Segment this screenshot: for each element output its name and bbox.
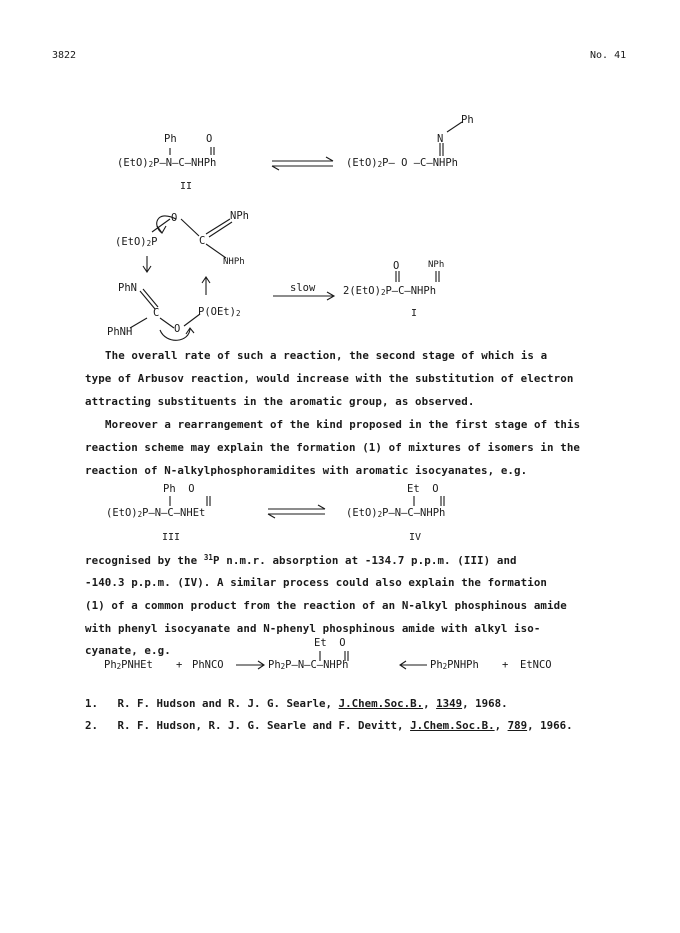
scheme2-nhph: NHPh [223, 257, 245, 267]
scheme2-phnh: PhNH [107, 326, 133, 338]
scheme4-reactant2: PhNCO [192, 659, 224, 671]
compound-label-ii: II [180, 181, 193, 192]
paragraph-line: recognised by the $^{31}$P n.m.r. absorption at -134.7 p.p.m. (III) and [85, 553, 517, 567]
scheme1-left-ph: Ph [164, 133, 177, 145]
bond-p-o [152, 219, 170, 232]
paragraph-line: attracting substituents in the aromatic group, as observed. [85, 395, 475, 408]
scheme2-eto2p: $(EtO)_2P$ [115, 236, 158, 248]
scheme2-top-nph: NPh [230, 210, 249, 222]
paragraph-line: Moreover a rearrangement of the kind proposed in the first stage of this [105, 418, 581, 431]
scheme4-top: Et O [314, 637, 346, 649]
product-o: O [393, 260, 400, 272]
scheme3-left-formula: $(EtO)_2P—N—C—NHEt$ [106, 507, 206, 519]
reference-page: 789 [507, 719, 528, 732]
paragraph-line: with phenyl isocyanate and N-phenyl phosphinous amide with alkyl iso- [85, 622, 541, 635]
paragraph-line: reaction of N-alkylphosphoramidites with aromatic isocyanates, e.g. [85, 464, 528, 477]
reference-2: 2. R. F. Hudson, R. J. G. Searle and F. Devitt, J.Chem.Soc.B., 789, 1966. [85, 719, 573, 732]
scheme1-right-ph: Ph [461, 114, 474, 126]
reference-journal: J.Chem.Soc.B. [410, 719, 495, 732]
paragraph-line: reaction scheme may explain the formation (1) of mixtures of isomers in the [85, 441, 581, 454]
slow-label: slow [290, 282, 316, 294]
scheme3-right-formula: $(EtO)_2P—N—C—NHPh$ [346, 507, 446, 519]
scheme2-poet: $P(OEt)_2$ [198, 306, 241, 318]
scheme4-product: $Ph_2P—N—C—NHPh$ [268, 659, 349, 671]
scheme2-phn: PhN [118, 282, 137, 294]
reference-number: 1. [85, 697, 99, 710]
reference-1: 1. R. F. Hudson and R. J. G. Searle, J.Chem.Soc.B., 1349, 1968. [85, 697, 508, 710]
scheme4-reactant1: $Ph_2PNHEt$ [104, 659, 153, 671]
bond-c-nhph [206, 244, 226, 258]
bond-n-ph [447, 122, 462, 132]
scheme4-reactant4: EtNCO [520, 659, 552, 671]
scheme1-right-n: N [437, 133, 444, 145]
scheme2-top-c: C [199, 235, 206, 247]
scheme4-plus2: + [502, 659, 509, 671]
product-formula: $2(EtO)_2P—C—NHPh$ [343, 285, 437, 297]
issue-number: No. 41 [590, 50, 627, 61]
scheme4-reactant3: $Ph_2PNHPh$ [430, 659, 479, 671]
paragraph-line: -140.3 p.p.m. (IV). A similar process could also explain the formation [85, 576, 548, 589]
scheme1-right-formula: $(EtO)_2P—$ O —C—NHPh [346, 157, 458, 169]
scheme2-o-bottom: O [174, 323, 181, 335]
page-number: 3822 [52, 50, 77, 61]
scheme2-top-o: O [171, 212, 178, 224]
bond-c-phnh [130, 318, 147, 328]
scheme4-plus1: + [176, 659, 183, 671]
reference-number: 2. [85, 719, 99, 732]
compound-label-i: I [411, 308, 418, 319]
paragraph-line: cyanate, e.g. [85, 644, 171, 657]
scheme3-right-top: Et O [407, 483, 439, 495]
reference-journal: J.Chem.Soc.B. [338, 697, 424, 710]
paragraph-line: (1) of a common product from the reaction of an N-alkyl phosphinous amide [85, 599, 567, 612]
reference-page: 1349 [436, 697, 463, 710]
reference-authors: R. F. Hudson and R. J. G. Searle, [117, 697, 333, 710]
scheme1-left-formula: $(EtO)_2P—N—C—NHPh$ [117, 157, 217, 169]
product-nph: NPh [428, 260, 445, 270]
reference-authors: R. F. Hudson, R. J. G. Searle and F. Devitt, [117, 719, 404, 732]
paragraph-line: The overall rate of such a reaction, the second stage of which is a [105, 349, 548, 362]
scheme3-left-top: Ph O [163, 483, 195, 495]
compound-label-iv: IV [409, 532, 422, 543]
compound-label-iii: III [162, 532, 181, 543]
scheme2-c-mid: C [153, 307, 160, 319]
bond-o-c [181, 219, 199, 236]
bond-c-o-lower [160, 318, 174, 328]
scheme1-left-o: O [206, 133, 213, 145]
paragraph-line: type of Arbusov reaction, would increase with the substitution of electron [85, 372, 574, 385]
